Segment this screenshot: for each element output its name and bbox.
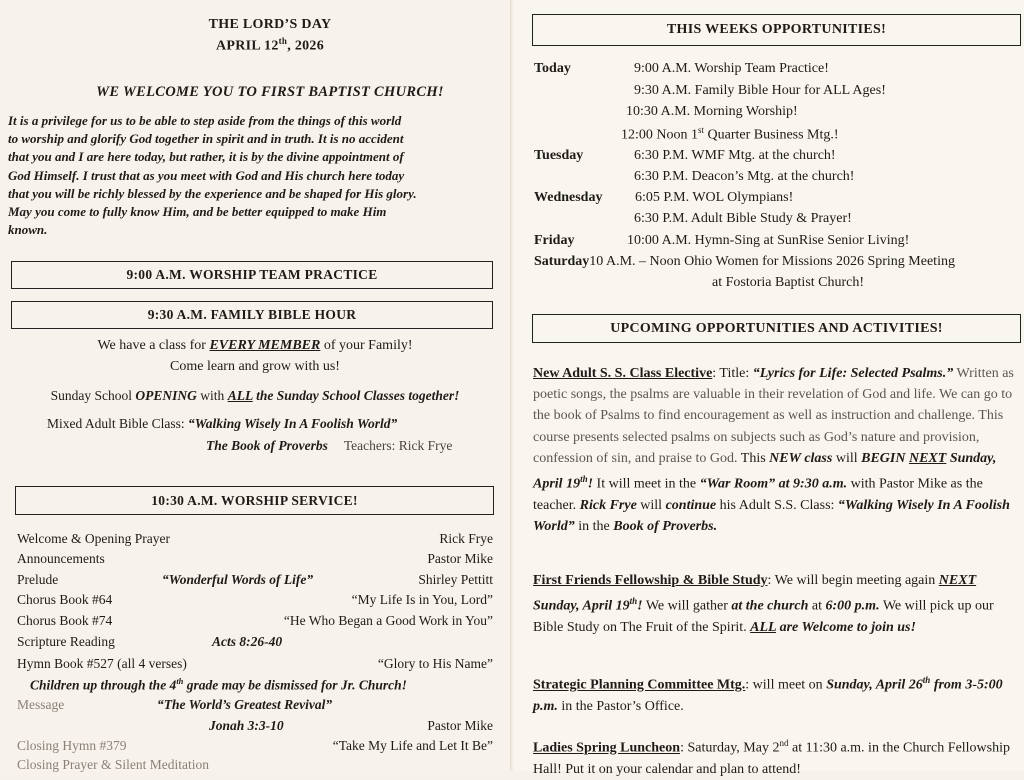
bible-hour-line3: [0, 388, 510, 404]
text: in the: [574, 519, 614, 535]
service-row: [17, 718, 493, 738]
this-weeks-box: THIS WEEKS OPPORTUNITIES!: [532, 14, 1021, 46]
teacher: Teachers: Rick Frye: [343, 438, 453, 453]
text: grade may be dismissed for Jr. Church!: [183, 677, 407, 693]
luncheon-paragraph: [533, 733, 1017, 780]
welcome-line: known.: [8, 222, 48, 238]
emphasis: NEW class: [769, 450, 833, 466]
bible-hour-line2: Come learn and grow with us!: [170, 359, 340, 374]
emphasis: at the church: [731, 598, 809, 614]
text: in the Pastor’s Office.: [557, 698, 684, 714]
text: with: [196, 388, 228, 403]
emphasis: NEXT: [908, 450, 947, 466]
service-row: [17, 613, 493, 633]
schedule-day: Wednesday: [534, 190, 603, 205]
text: at 11:30 a.m. in the Church: [788, 740, 945, 756]
message-reference: Jonah 3:3-10: [209, 718, 284, 733]
bulletin-date: [0, 36, 540, 55]
service-item: Announcements: [17, 551, 105, 566]
service-leader: “My Life Is in You, Lord”: [351, 592, 493, 607]
text: his Adult S.S. Class:: [716, 497, 838, 513]
date-year: , 2026: [287, 38, 325, 54]
text: Fellowship Hall! Put it on your calendar and plan to attend!: [533, 740, 1011, 777]
bible-hour-line5: [206, 438, 452, 454]
schedule-text: 10:00 A.M. Hymn-Sing at SunRise Senior Living!: [627, 233, 910, 248]
text: with Pastor Mike as the teacher.: [533, 476, 983, 513]
service-row: [17, 572, 493, 592]
luncheon-label: Ladies Spring Luncheon: [533, 740, 681, 756]
schedule-row: [626, 104, 798, 120]
text: the Sunday School Classes together!: [252, 388, 460, 403]
schedule-text: 10:30 A.M. Morning Worship!: [626, 104, 798, 119]
new-class-label: New Adult S. S. Class Elective: [533, 366, 713, 381]
text: of your Family!: [320, 338, 413, 353]
schedule-row: [534, 148, 836, 164]
worship-team-box: 9:00 A.M. WORSHIP TEAM PRACTICE: [11, 261, 493, 289]
welcome-line: May you come to fully know Him, and be better equipped to make Him: [8, 204, 387, 220]
service-item: Prelude: [17, 572, 59, 587]
schedule-row: [534, 190, 793, 206]
schedule-text: at Fostoria Baptist Church!: [712, 275, 865, 290]
date-sup: th: [278, 36, 288, 46]
date-text: APRIL 12: [215, 38, 279, 54]
text: Sunday School: [50, 388, 136, 403]
sup: th: [176, 676, 184, 686]
schedule-row: [634, 211, 852, 227]
text: Children up through the 4: [30, 677, 177, 693]
text: : will meet on: [745, 677, 827, 693]
schedule-day: Today: [534, 61, 571, 76]
service-item: Message: [17, 697, 65, 712]
schedule-row: [534, 61, 829, 77]
emphasis: Sunday, April 19: [533, 598, 630, 614]
text: : Saturday, May 2: [680, 740, 780, 756]
service-item: Welcome & Opening Prayer: [17, 531, 170, 546]
service-item: Closing Hymn #379: [17, 738, 127, 753]
sup: th: [629, 596, 638, 607]
message-title: “The World’s Greatest Revival”: [157, 697, 333, 712]
strategic-label: Strategic Planning Committee Mtg.: [533, 677, 746, 693]
service-item: Chorus Book #64: [17, 592, 113, 607]
text: : We will begin meeting again: [767, 573, 939, 588]
service-leader: “Glory to His Name”: [377, 656, 493, 671]
schedule-text: 10 A.M. – Noon Ohio Women for Missions 2026 Spring Meeting: [589, 254, 955, 269]
class-title: “Lyrics for Life: Selected Psalms.”: [752, 366, 954, 381]
service-row: [17, 592, 493, 612]
emphasis: from 3-5:00 p.m.: [533, 677, 1003, 714]
emphasis: Sunday, April 26: [826, 677, 923, 693]
welcome-line: that you and I are here today, but rather, it is by the divine appointment of: [8, 149, 404, 165]
schedule-row: [621, 125, 839, 144]
service-title: “Take My Life and Let It Be”: [332, 738, 493, 753]
schedule-row: [534, 254, 955, 270]
bible-hour-box: 9:30 A.M. FAMILY BIBLE HOUR: [11, 301, 493, 329]
welcome-paragraph: [8, 112, 498, 239]
service-row: [17, 697, 493, 717]
service-item: Hymn Book #527 (all 4 verses): [17, 656, 187, 671]
opening: OPENING: [135, 388, 197, 403]
sup: th: [580, 474, 588, 485]
service-title: “Wonderful Words of Life”: [162, 572, 314, 587]
class-description: Written as poetic songs, the psalms are valuable in their revelation of God and life. We can go to the book of Psalms to find encouragement as well as instruction and challenge. This course presents selected psalms on subjects such as God’s nature and provision, confession of sin, and praise to God.: [533, 366, 1014, 466]
page-fold: [510, 0, 514, 771]
text: Mixed Adult Bible Class:: [47, 416, 189, 431]
strategic-paragraph: [533, 670, 1017, 717]
welcome-line: that you will be richly blessed by the experience and be shaped for His glory.: [8, 185, 417, 201]
schedule-row: [634, 169, 854, 185]
service-leader: Pastor Mike: [427, 718, 493, 733]
sup: st: [698, 125, 705, 135]
text: will: [636, 497, 666, 513]
bulletin-title: THE LORD’S DAY: [208, 17, 332, 32]
schedule-text: 6:05 P.M. WOL Olympians!: [635, 190, 794, 205]
service-row: [17, 551, 493, 571]
schedule-text: 6:30 P.M. WMF Mtg. at the church!: [634, 148, 836, 163]
emphasis: NEXT: [938, 573, 977, 588]
emphasis: continue: [665, 497, 717, 513]
service-leader: Rick Frye: [439, 531, 493, 546]
welcome-line: It is a privilege for us to be able to step aside from the things of this world: [8, 113, 402, 128]
text: will: [832, 450, 862, 466]
emphasis: ALL: [750, 620, 777, 636]
schedule-day: Friday: [534, 233, 575, 248]
emphasis: Rick Frye: [579, 497, 637, 513]
emphasis: Book of Proverbs.: [613, 519, 718, 535]
service-title: Acts 8:26-40: [212, 634, 283, 649]
emphasis: !: [587, 476, 594, 492]
text: : Title:: [712, 366, 753, 381]
bible-hour-line1: [0, 338, 510, 354]
schedule-day: Saturday: [534, 254, 590, 269]
emphasis: 6:00 p.m.: [825, 598, 880, 614]
every-member: EVERY MEMBER: [209, 338, 321, 353]
schedule-text: 6:30 P.M. Deacon’s Mtg. at the church!: [634, 169, 855, 184]
sup: th: [922, 675, 931, 685]
emphasis: Sunday, April 19: [533, 450, 997, 492]
service-row: [17, 656, 493, 676]
new-class-paragraph: [533, 363, 1017, 537]
worship-service-box: 10:30 A.M. WORSHIP SERVICE!: [15, 486, 494, 515]
upcoming-box: UPCOMING OPPORTUNITIES AND ACTIVITIES!: [532, 314, 1021, 343]
emphasis: “War Room” at 9:30 a.m.: [699, 476, 848, 492]
schedule-text: 9:00 A.M. Worship Team Practice!: [634, 61, 829, 76]
schedule-text: Quarter Business Mtg.!: [704, 127, 839, 143]
welcome-line: to worship and glorify God together in spirit and in truth. It is no accident: [8, 131, 404, 147]
service-row: [17, 757, 493, 777]
text: It will meet in the: [593, 476, 700, 492]
service-row: [17, 634, 493, 654]
text: We have a class for: [97, 338, 210, 353]
friends-label: First Friends Fellowship & Bible Study: [533, 573, 768, 588]
emphasis: BEGIN: [861, 450, 906, 466]
schedule-row: [534, 233, 909, 249]
class-title: “Walking Wisely In A Foolish World”: [188, 416, 398, 431]
schedule-text: 6:30 P.M. Adult Bible Study & Prayer!: [634, 211, 852, 226]
emphasis: !: [637, 598, 643, 614]
welcome-line: God Himself. I trust that as you meet with God and His church here today: [8, 167, 405, 183]
friends-paragraph: [533, 570, 1017, 638]
welcome-heading: WE WELCOME YOU TO FIRST BAPTIST CHURCH!: [96, 84, 444, 100]
service-leader: “He Who Began a Good Work in You”: [283, 613, 493, 628]
children-note: [30, 676, 407, 694]
text: We will pick up our Bible Study on The Fruit of the Spirit.: [533, 598, 994, 636]
bible-hour-line4: [47, 416, 397, 432]
text: We will gather: [642, 598, 732, 614]
all: ALL: [227, 388, 253, 403]
schedule-row: [712, 275, 864, 291]
schedule-text: 9:30 A.M. Family Bible Hour for ALL Ages!: [634, 83, 886, 98]
service-leader: Shirley Pettitt: [418, 572, 493, 587]
service-row: [17, 531, 493, 551]
text: at: [808, 598, 826, 614]
service-leader: Pastor Mike: [427, 551, 493, 566]
text: This: [737, 450, 770, 466]
schedule-text: 12:00 Noon 1: [621, 127, 698, 143]
service-row: [17, 738, 493, 758]
service-item: Chorus Book #74: [17, 613, 113, 628]
service-item: Closing Prayer & Silent Meditation: [17, 757, 209, 772]
sup: nd: [779, 738, 789, 748]
emphasis: are Welcome to join us!: [776, 620, 916, 636]
book: The Book of Proverbs: [206, 438, 328, 453]
schedule-day: Tuesday: [534, 148, 584, 163]
schedule-row: [634, 83, 886, 99]
service-item: Scripture Reading: [17, 634, 115, 649]
emphasis: “Walking Wisely In A Foolish World”: [533, 497, 1010, 535]
